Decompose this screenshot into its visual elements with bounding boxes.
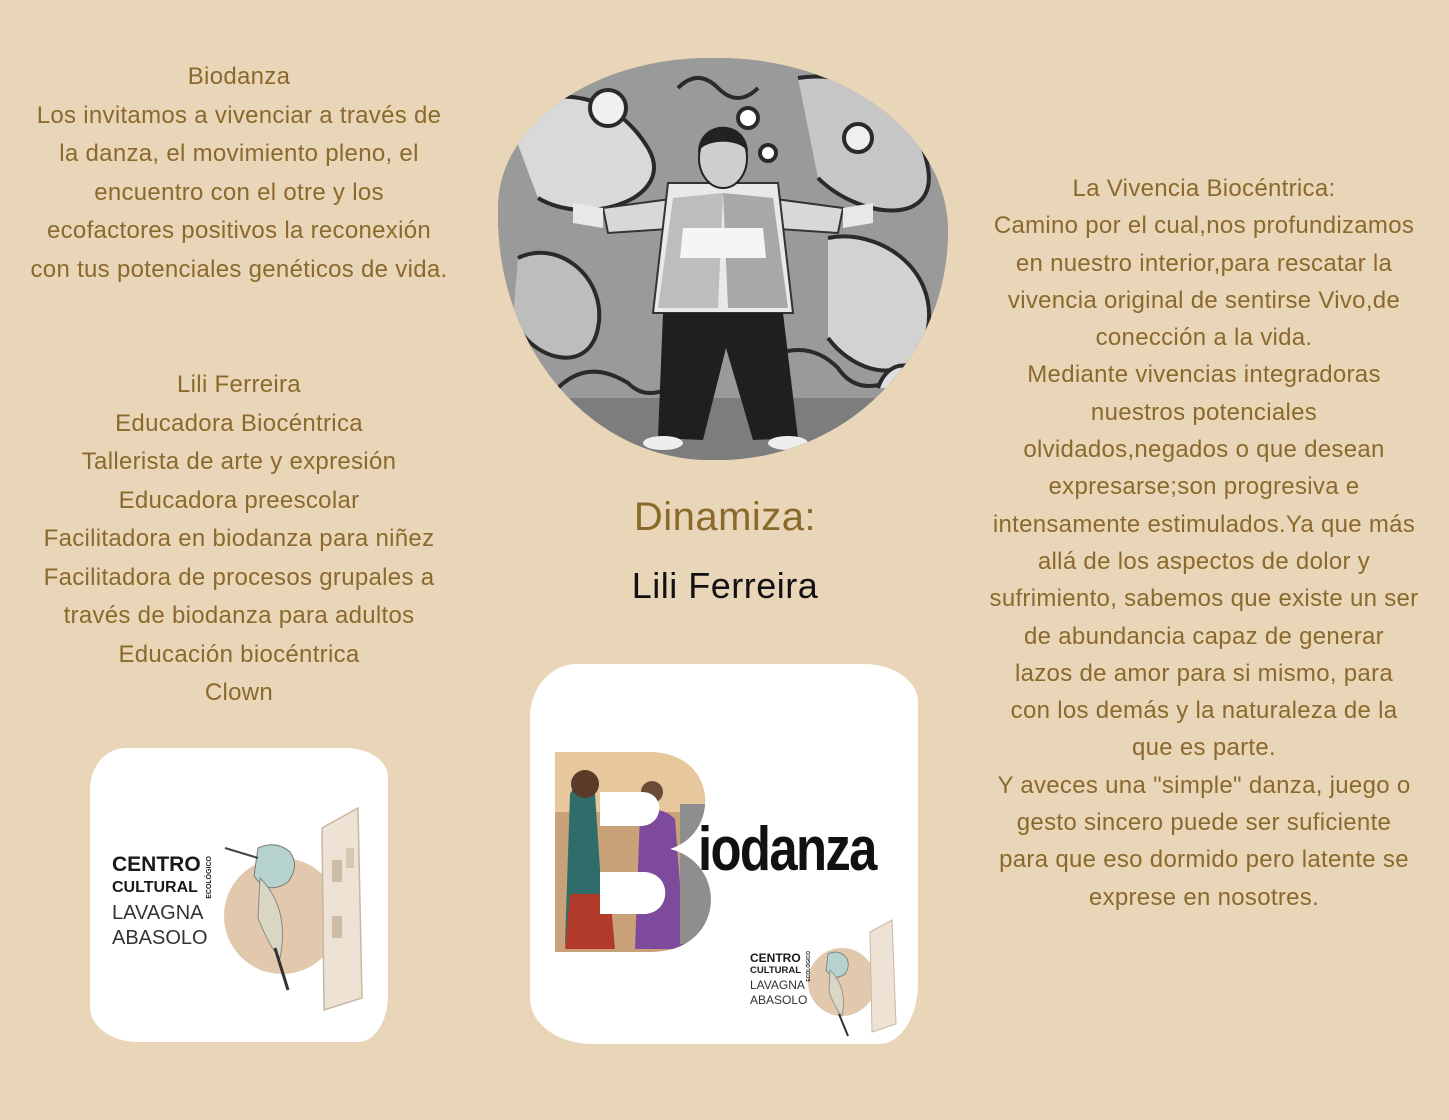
facilitator-name: Lili Ferreira: [631, 565, 819, 606]
logo-line-lavagna: LAVAGNA: [112, 902, 204, 924]
vivencia-line: de abundancia capaz de generar: [1024, 622, 1384, 650]
bio-line: Educadora Biocéntrica: [115, 409, 363, 437]
vivencia-line: sufrimiento, sabemos que existe un ser: [989, 585, 1419, 613]
vivencia-line: intensamente estimulados.Ya que más: [992, 510, 1416, 538]
portrait-photo: [498, 58, 948, 460]
vivencia-line: Y aveces una "simple" danza, juego o: [997, 771, 1411, 799]
flyer-logo-abasolo: ABASOLO: [750, 993, 808, 1007]
intro-line: Los invitamos a vivenciar a través de: [36, 101, 442, 129]
vivencia-line: olvidados,negados o que desean: [1023, 436, 1385, 464]
flyer-logo-lavagna: LAVAGNA: [750, 978, 805, 992]
intro-text: [5, 58, 473, 289]
dinamiza-label: Dinamiza:: [633, 495, 817, 539]
flyer-logo-cultural: CULTURAL: [750, 965, 802, 976]
vivencia-line: que es parte.: [1132, 734, 1276, 762]
vivencia-line: allá de los aspectos de dolor y: [1037, 547, 1371, 575]
bio-line: Educación biocéntrica: [118, 640, 360, 668]
bio-line: Facilitadora de procesos grupales a: [43, 563, 435, 591]
logo-vertical-ecologico: ECOLÓGICO: [206, 856, 213, 899]
vivencia-line: en nuestro interior,para rescatar la: [1015, 249, 1393, 277]
bio-line: través de biodanza para adultos: [63, 602, 415, 629]
biodanza-wordmark: iodanza: [698, 815, 876, 884]
centro-cultural-logo-card: [90, 748, 388, 1042]
intro-title: Biodanza: [187, 63, 291, 90]
flyer-logo-centro: CENTRO: [750, 951, 801, 965]
vivencia-line: con los demás y la naturaleza de la: [1010, 697, 1398, 725]
vivencia-text: [975, 170, 1433, 916]
biodanza-flyer-card: [530, 664, 918, 1044]
bio-line: Clown: [204, 679, 274, 706]
vivencia-line: exprese en nosotres.: [1088, 883, 1320, 911]
vivencia-line: gesto sincero puede ser suficiente: [1016, 809, 1392, 837]
vivencia-line: lazos de amor para si mismo, para: [1014, 659, 1394, 687]
vivencia-line: nuestros potenciales: [1090, 398, 1318, 426]
intro-line: con tus potenciales genéticos de vida.: [30, 255, 448, 283]
vivencia-line: Mediante vivencias integradoras: [1027, 361, 1381, 389]
bio-line: Tallerista de arte y expresión: [81, 448, 397, 475]
intro-line: encuentro con el otre y los: [94, 178, 384, 206]
vivencia-line: para que eso dormido pero latente se: [999, 846, 1409, 874]
vivencia-line: vivencia original de sentirse Vivo,de: [1007, 286, 1401, 314]
vivencia-line: conección a la vida.: [1095, 324, 1313, 352]
vivencia-line: Camino por el cual,nos profundizamos: [993, 212, 1415, 240]
flyer-logo-vertical-ecologico: ECOLÓGICO: [806, 951, 812, 982]
logo-line-abasolo: ABASOLO: [112, 927, 208, 949]
intro-line: ecofactores positivos la reconexión: [46, 217, 432, 244]
bio-text: [5, 366, 473, 713]
logo-line-cultural: CULTURAL: [112, 879, 198, 896]
vivencia-title: La Vivencia Biocéntrica:: [1072, 175, 1336, 202]
portrait-illustration: [498, 58, 948, 460]
bio-line: Educadora preescolar: [118, 486, 360, 514]
logo-line-centro: CENTRO: [112, 853, 201, 876]
bio-line: Facilitadora en biodanza para niñez: [43, 525, 435, 552]
bio-name: Lili Ferreira: [177, 371, 301, 398]
vivencia-line: expresarse;son progresiva e: [1048, 473, 1360, 501]
intro-line: la danza, el movimiento pleno, el: [59, 140, 419, 167]
